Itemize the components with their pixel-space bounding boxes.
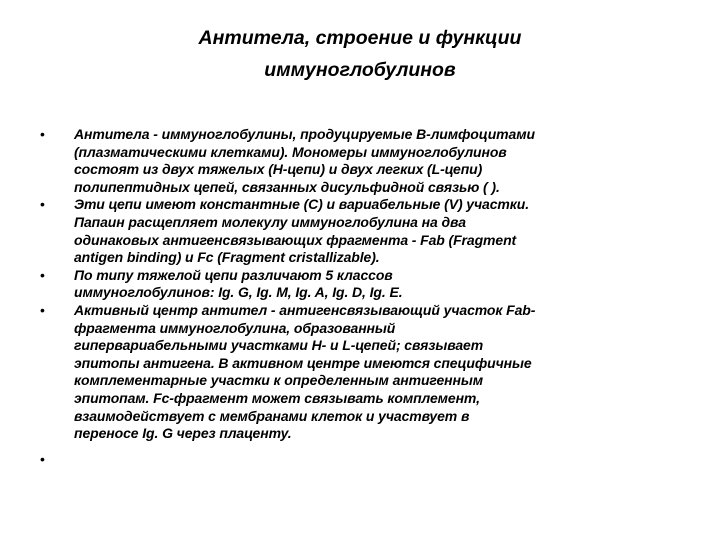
bullet-text: Активный центр антител - антигенсвязывающий участок Fab- фрагмента иммуноглобулина, образованный гипервариабельными участками Н- и L-цепей; связывает эпитопы антигена. В активном центре имеются специфичные комплементарные участки к определенным антигенным эпитопам. Fc-фрагмент может связывать комплемент, взаимодействует с мембранами клеток и участвует в переносе Ig. G через плаценту. — [74, 301, 536, 442]
bullet-item-empty — [40, 451, 690, 469]
bullet-text: Эти цепи имеют константные (С) и вариабельные (V) участки. Папаин расщепляет молекулу иммуноглобулина на два одинаковых антигенсвязывающих фрагмента - Fab (Fragment antigen binding) и Fc (Fragment cristallizable). — [74, 196, 530, 266]
bullet-item — [40, 126, 690, 196]
bullet-dot-icon: • — [40, 450, 45, 467]
slide-title-line-2: иммуноглобулинов — [264, 59, 456, 81]
bullet-dot-icon: • — [40, 301, 45, 318]
bullet-dot-icon: • — [40, 266, 45, 283]
bullet-item — [40, 302, 690, 443]
slide-title-line-1: Антитела, строение и функции — [198, 27, 522, 49]
bullet-item — [40, 196, 690, 266]
bullet-text: По типу тяжелой цепи различают 5 классов иммуноглобулинов: Ig. G, Ig. M, Ig. A, Ig. D, Ig. E. — [74, 266, 403, 301]
bullet-dot-icon: • — [40, 196, 45, 213]
bullet-item — [40, 267, 690, 302]
bullet-text: Антитела - иммуноглобулины, продуцируемые В-лимфоцитами (плазматическими клетками). Мономеры иммуноглобулинов состоят из двух тяжелых (Н-цепи) и двух легких (L-цепи) полипептидных цепей, связанных дисульфидной связью ( ). — [74, 126, 535, 195]
bullet-dot-icon: • — [40, 126, 45, 142]
bullet-list — [40, 126, 690, 469]
slide-title — [100, 22, 620, 86]
